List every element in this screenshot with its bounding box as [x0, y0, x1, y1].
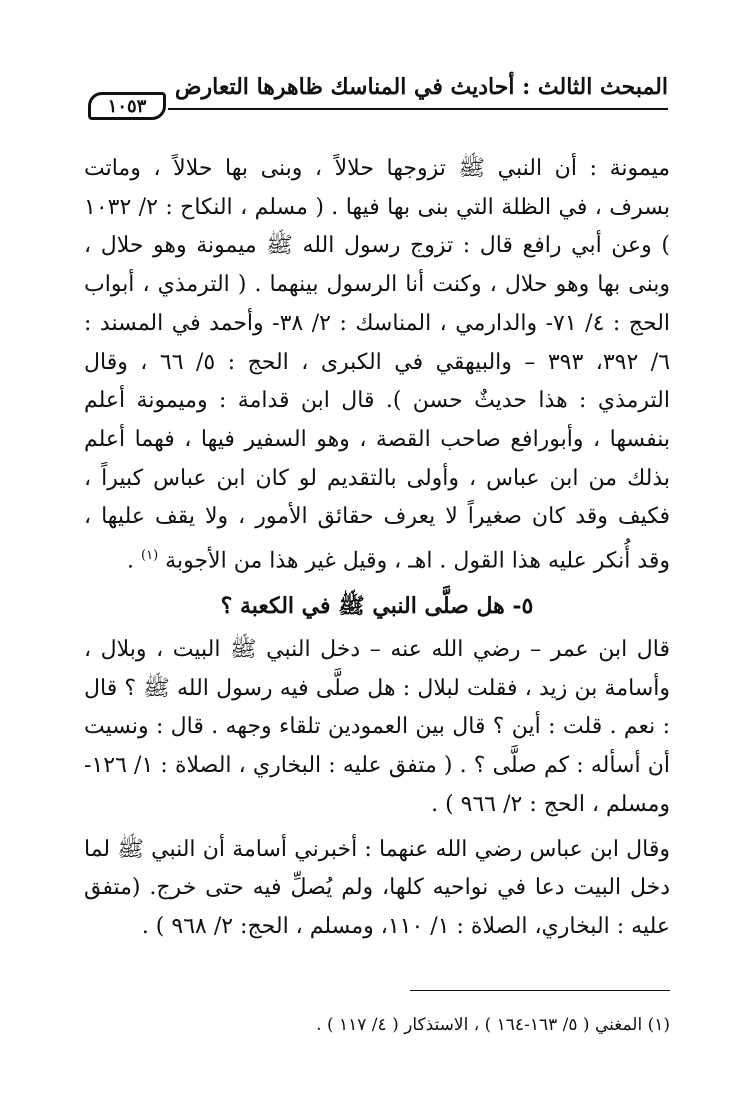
body-paragraph-3: وقال ابن عباس رضي الله عنهما : أخبرني أسامة أن النبي ﷺ لما دخل البيت دعا في نواحيه كلها، ولم يُصلِّ فيه حتى خرج. (متفق عليه : البخاري، الصلاة : ١/ ١١٠، ومسلم ، الحج: ٢/ ٩٦٨ ) . [84, 836, 670, 939]
footnote-rule [410, 990, 670, 991]
footnote: (١) المغني ( ٥/ ١٦٣-١٦٤ ) ، الاستذكار ( ٤/ ١١٧ ) . [316, 1015, 670, 1035]
body-paragraph-2: قال ابن عمر – رضي الله عنه – دخل النبي ﷺ البيت ، وبلال ، وأسامة بن زيد ، فقلت لبلال : هل صلَّى فيه رسول الله ﷺ ؟ قال : نعم . قلت : أين ؟ قال بين العمودين تلقاء وجهه . قال : ونسيت أن أسأله : كم صلَّى ؟ . ( متفق عليه : البخاري ، الصلاة : ١/ ١٢٦- ومسلم ، الحج : ٢/ ٩٦٦ ) . [84, 637, 670, 817]
page-body [84, 150, 670, 947]
chapter-title: المبحث الثالث : أحاديث في المناسك ظاهرها التعارض [174, 74, 668, 100]
page-header [88, 68, 668, 122]
section-heading: ٥- هل صلَّى النبي ﷺ في الكعبة ؟ [220, 593, 534, 620]
paragraph-text: ميمونة : أن النبي ﷺ تزوجها حلالاً ، وبنى بها حلالاً ، وماتت بسرف ، في الظلة التي بنى بها فيها . ( مسلم ، النكاح : ٢/ ١٠٣٢ ) وعن أبي رافع قال : تزوج رسول الله ﷺ ميمونة وهو حلال ، وبنى بها وهو حلال ، وكنت أنا الرسول بينهما . ( الترمذي ، أبواب الحج : ٤/ ٧١- والدارمي ، المناسك : ٢/ ٣٨- وأحمد في المسند : ٦/ ٣٩٢، ٣٩٣ – والبيهقي في الكبرى ، الحج : ٥/ ٦٦ ، وقال الترمذي : هذا حديثٌ حسن ). قال ابن قدامة : وميمونة أعلم بنفسها ، وأبورافع صاحب القصة ، وهو السفير فيها ، فهما أعلم بذلك من ابن عباس ، وأولى بالتقديم لو كان ابن عباس كبيراً ، فكيف وقد كان صغيراً لا يعرف حقائق الأمور ، ولا يقف عليها ، وقد أُنكر عليه هذا القول . اهـ ، وقيل غير هذا من الأجوبة [84, 156, 671, 574]
header-rule [168, 108, 668, 110]
footnote-reference: (١) [141, 548, 159, 564]
body-paragraph-1 [84, 150, 670, 581]
page-number: ١٠٥٣ [88, 92, 166, 120]
paragraph-end: . [127, 548, 142, 574]
